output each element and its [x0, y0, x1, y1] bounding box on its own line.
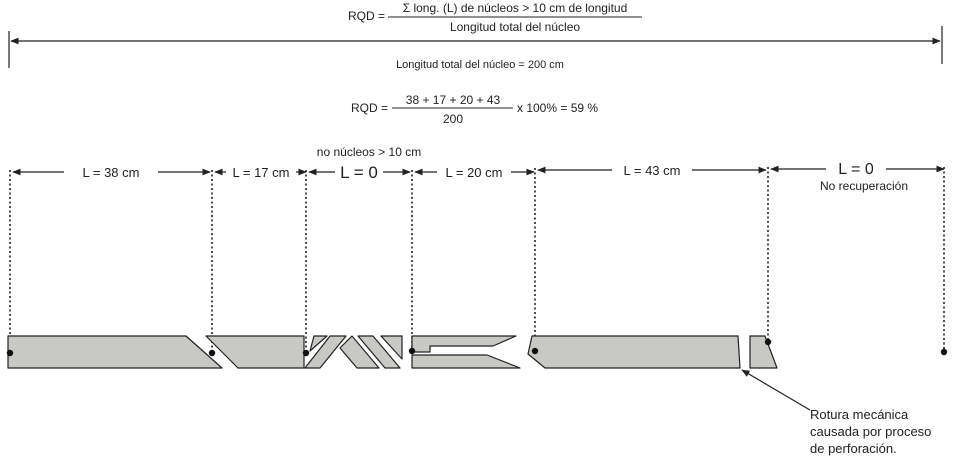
- core-fragment: [305, 336, 346, 368]
- core-pieces: [8, 336, 777, 368]
- core-piece-17cm: [206, 336, 304, 368]
- no-cores-note: no núcleos > 10 cm: [316, 145, 422, 159]
- boundary-lines: [10, 167, 944, 353]
- core-end-fragment: [750, 336, 777, 368]
- boundary-dot: [765, 339, 771, 345]
- formula-lhs: RQD =: [347, 9, 385, 23]
- callout-arrow: [742, 370, 810, 410]
- core-piece-20cm-top: [412, 336, 516, 352]
- boundary-dot: [532, 348, 538, 354]
- core-piece-20cm-bottom: [412, 355, 520, 368]
- segment-4-label: L = 20 cm: [445, 165, 503, 180]
- calc-denominator: 200: [442, 112, 464, 126]
- total-length-label: Longitud total del núcleo = 200 cm: [396, 59, 564, 71]
- formula-numerator: Σ long. (L) de núcleos > 10 cm de longitud: [402, 1, 628, 15]
- boundary-dot: [303, 350, 309, 356]
- boundary-dot: [7, 350, 13, 356]
- segment-3: [309, 163, 410, 182]
- callout-line-3: de perforación.: [810, 441, 897, 456]
- boundary-dot: [409, 348, 415, 354]
- segment-6: [771, 161, 944, 193]
- core-piece-38cm: [8, 336, 222, 368]
- segment-6-label: L = 0: [838, 161, 874, 178]
- segment-2: [215, 165, 306, 180]
- core-piece-43cm: [528, 336, 740, 368]
- segment-6-sublabel: No recuperación: [819, 179, 909, 193]
- boundary-dot: [209, 350, 215, 356]
- callout-line-2: causada por proceso: [810, 424, 932, 439]
- calc-numerator: 38 + 17 + 20 + 43: [405, 93, 501, 107]
- segment-1-label: L = 38 cm: [82, 165, 140, 180]
- segment-5-label: L = 43 cm: [623, 163, 681, 178]
- boundary-dot: [941, 349, 947, 355]
- calc-lhs: RQD =: [350, 101, 388, 115]
- segment-2-label: L = 17 cm: [232, 165, 290, 180]
- callout-line-1: Rotura mecánica: [810, 407, 909, 422]
- calc-result: x 100% = 59 %: [517, 101, 599, 115]
- segment-4: [415, 165, 534, 180]
- segment-5: [538, 163, 766, 178]
- segment-3-label: L = 0: [340, 163, 378, 182]
- segment-1: [13, 165, 210, 180]
- formula-denominator: Longitud total del núcleo: [449, 20, 581, 34]
